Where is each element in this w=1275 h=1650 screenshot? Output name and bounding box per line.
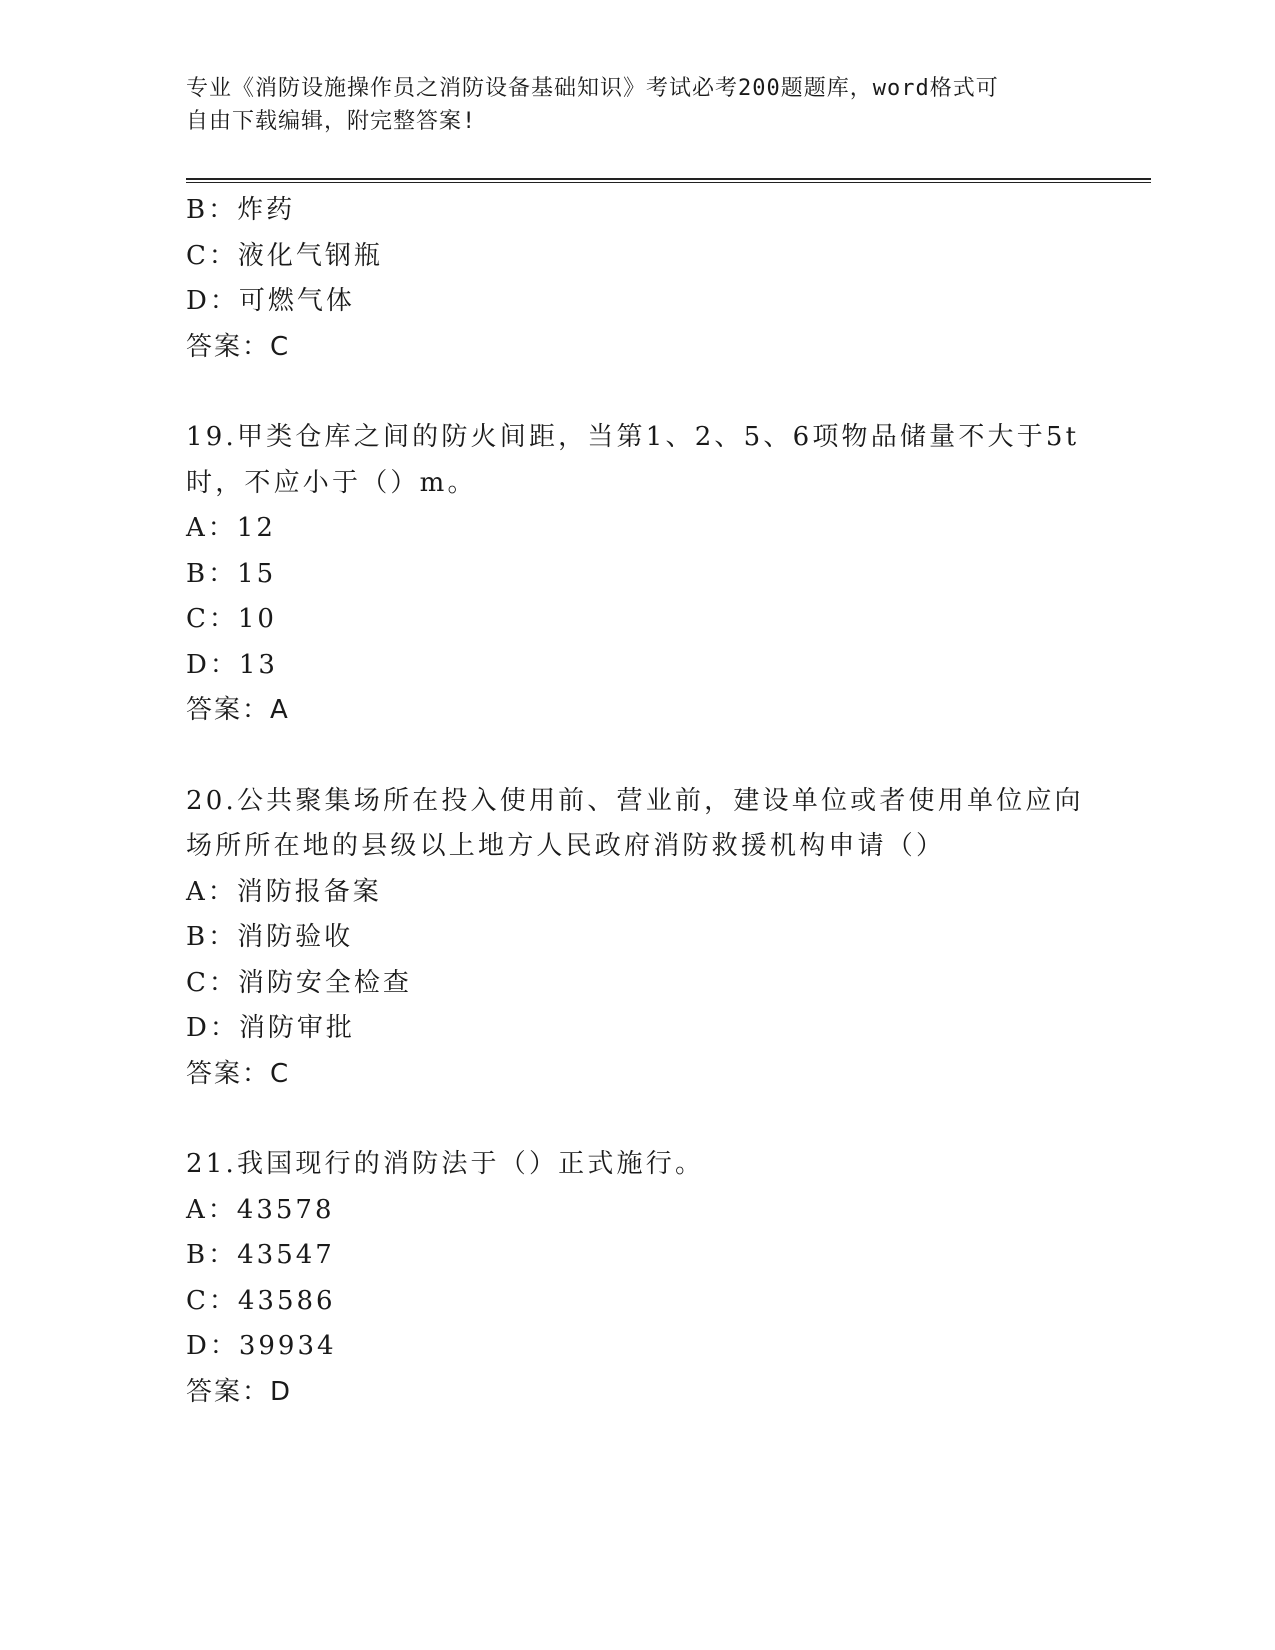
- question-20: [186, 779, 1086, 1098]
- header-title-line-2: 自由下载编辑，附完整答案!: [186, 109, 477, 134]
- option-a: A：43578: [186, 1194, 335, 1225]
- question-stem: 19.甲类仓库之间的防火间距，当第1、2、5、6项物品储量不大于5t时，不应小于（）m。: [186, 422, 1080, 498]
- answer-line: 答案：C: [186, 1058, 291, 1089]
- answer-line: 答案：D: [186, 1376, 293, 1407]
- question-stem: 20.公共聚集场所在投入使用前、营业前，建设单位或者使用单位应向场所所在地的县级以上地方人民政府消防救援机构申请（）: [186, 785, 1084, 861]
- option-d: D：消防审批: [186, 1013, 355, 1043]
- header-title-line-1: 专业《消防设施操作员之消防设备基础知识》考试必考200题题库，word格式可: [186, 76, 999, 101]
- question-21: [186, 1142, 1086, 1415]
- header-divider: [186, 178, 1151, 183]
- option-c: C：液化气钢瓶: [186, 240, 383, 271]
- option-b: B：消防验收: [186, 922, 354, 952]
- document-body: [186, 188, 1086, 1415]
- option-d: D：13: [186, 649, 278, 680]
- option-d: D：可燃气体: [186, 286, 355, 316]
- option-b: B：炸药: [186, 195, 296, 225]
- option-b: B：15: [186, 558, 277, 589]
- option-c: C：消防安全检查: [186, 967, 412, 998]
- option-d: D：39934: [186, 1331, 337, 1361]
- page-header: [186, 72, 1066, 138]
- question-19: [186, 415, 1086, 734]
- answer-line: 答案：C: [186, 331, 291, 362]
- option-c: C：10: [186, 604, 277, 634]
- option-a: A：12: [186, 513, 276, 543]
- answer-line: 答案：A: [186, 695, 290, 725]
- question-stem: 21.我国现行的消防法于（）正式施行。: [186, 1149, 705, 1179]
- option-a: A：消防报备案: [186, 876, 382, 907]
- question-continued: [186, 188, 1086, 370]
- option-b: B：43547: [186, 1240, 335, 1270]
- option-c: C：43586: [186, 1285, 336, 1316]
